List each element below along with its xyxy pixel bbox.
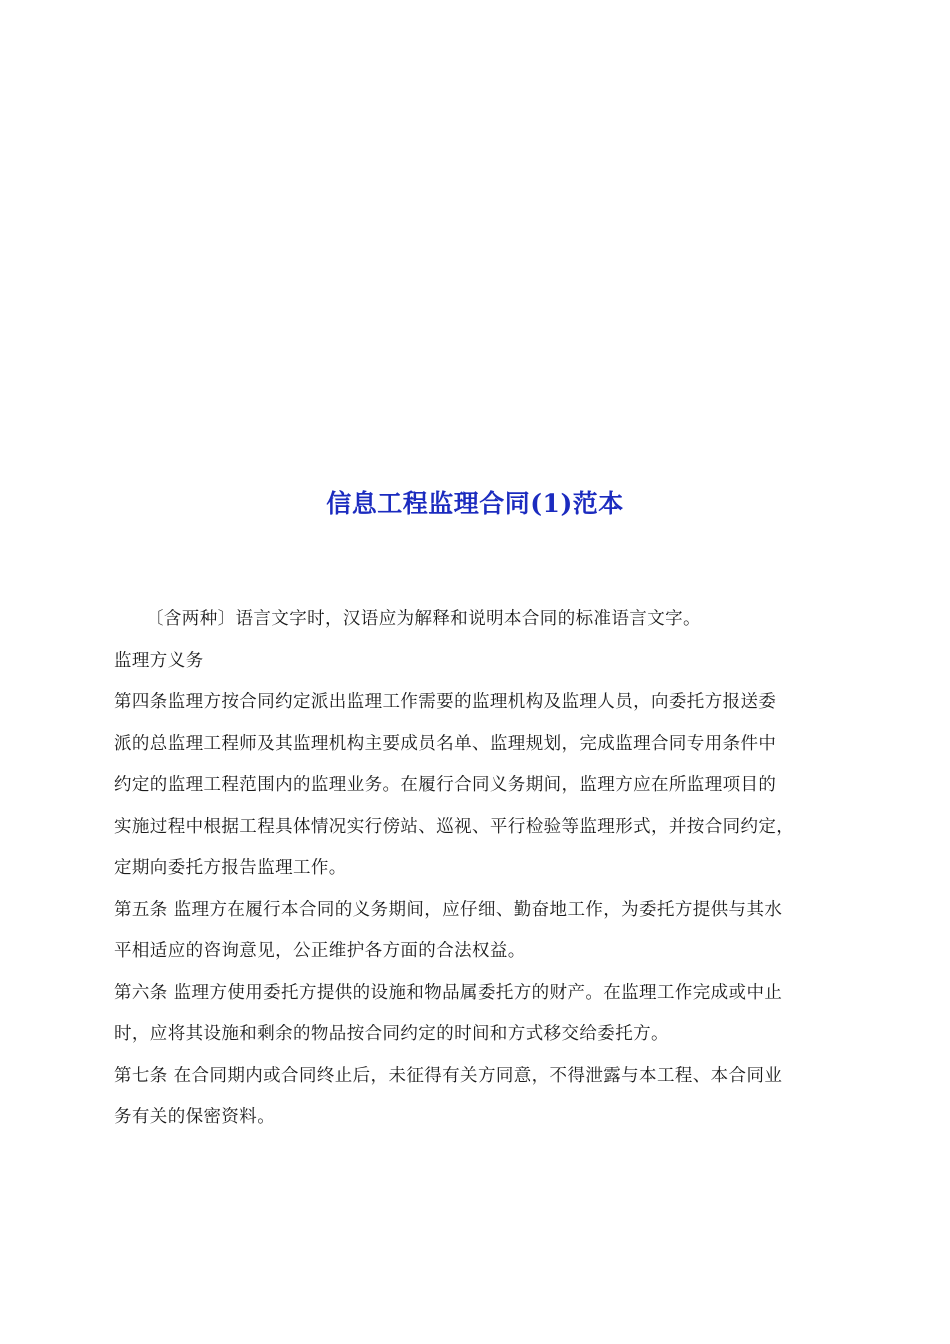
article-6-line-2: 时，应将其设施和剩余的物品按合同约定的时间和方式移交给委托方。 xyxy=(114,1024,669,1044)
article-4-line-5: 定期向委托方报告监理工作。 xyxy=(114,858,347,878)
document-title: 信息工程监理合同(1)范本 xyxy=(326,489,624,518)
article-6-line-1: 第六条 监理方使用委托方提供的设施和物品属委托方的财产。在监理工作完成或中止 xyxy=(114,982,783,1003)
article-5-line-1: 第五条 监理方在履行本合同的义务期间，应仔细、勤奋地工作，为委托方提供与其水 xyxy=(114,899,783,920)
article-7-line-1: 第七条 在合同期内或合同终止后，未征得有关方同意，不得泄露与本工程、本合同业 xyxy=(114,1065,783,1086)
article-5-line-2: 平相适应的咨询意见，公正维护各方面的合法权益。 xyxy=(114,941,526,961)
article-4-line-2: 派的总监理工程师及其监理机构主要成员名单、监理规划，完成监理合同专用条件中 xyxy=(114,733,777,754)
article-4-line-4: 实施过程中根据工程具体情况实行傍站、巡视、平行检验等监理形式，并按合同约定， xyxy=(114,816,795,837)
paragraph-language-clause: 〔含两种〕语言文字时，汉语应为解释和说明本合同的标准语言文字。 xyxy=(146,609,701,629)
article-4-line-1: 第四条监理方按合同约定派出监理工作需要的监理机构及监理人员，向委托方报送委 xyxy=(114,692,777,712)
article-7-line-2: 务有关的保密资料。 xyxy=(114,1107,276,1127)
section-heading-supervisor-obligations: 监理方义务 xyxy=(114,650,204,671)
article-4-line-3: 约定的监理工程范围内的监理业务。在履行合同义务期间，监理方应在所监理项目的 xyxy=(114,775,777,795)
document-body xyxy=(114,599,854,1139)
